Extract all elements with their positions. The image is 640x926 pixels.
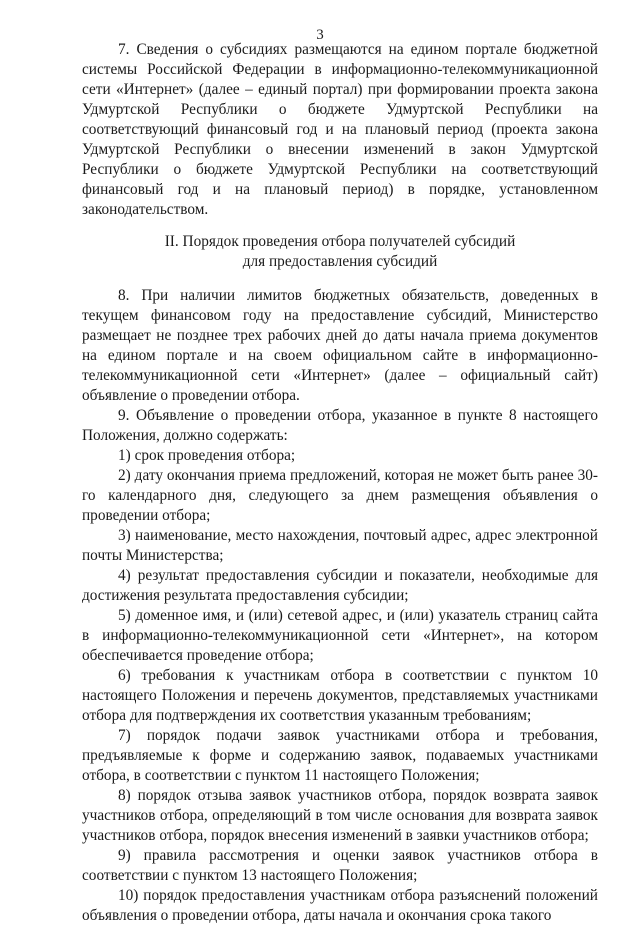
list-item: 1) срок проведения отбора; bbox=[118, 447, 296, 464]
list-item: 7) порядок подачи заявок участниками отбора и требования, предъявляемые к форме и содержанию заявок, подаваемых участниками отбора, в соответствии с пунктом 11 настоящего Положения; bbox=[82, 727, 598, 784]
list-item: 3) наименование, место нахождения, почтовый адрес, адрес электронной почты Министерства; bbox=[82, 527, 598, 564]
section-2-body bbox=[82, 286, 598, 926]
announcement-contents-list bbox=[82, 446, 598, 926]
section-heading-line-2: для предоставления субсидий bbox=[242, 253, 438, 270]
list-item: 2) дату окончания приема предложений, которая не может быть ранее 30-го календарного дня, следующего за днем размещения объявления о проведении отбора; bbox=[82, 467, 598, 524]
list-item: 6) требования к участникам отбора в соответствии с пунктом 10 настоящего Положения и перечень документов, представляемых участниками отбора для подтверждения их соответствия указанным требованиям; bbox=[82, 667, 598, 724]
list-item: 10) порядок предоставления участникам отбора разъяснений положений объявления о проведении отбора, даты начала и окончания срока такого bbox=[82, 887, 598, 924]
page-number: 3 bbox=[316, 27, 324, 43]
paragraph-7: 7. Сведения о субсидиях размещаются на едином портале бюджетной системы Российской Федерации в информационно-телекоммуникационной сети «Интернет» (далее – единый портал) при формировании проекта закона Удмуртской Республики о бюджете Удмуртской Республики на соответствующий финансовый год и на плановый период (проекта закона Удмуртской Республики о внесении изменений в закон Удмуртской Республики о бюджете Удмуртской Республики на соответствующий финансовый год и на плановый период) в порядке, установленном законодательством. bbox=[82, 41, 598, 218]
paragraph-9: 9. Объявление о проведении отбора, указанное в пункте 8 настоящего Положения, должно содержать: bbox=[82, 407, 598, 444]
paragraph-8: 8. При наличии лимитов бюджетных обязательств, доведенных в текущем финансовом году на предоставление субсидий, Министерство размещает не позднее трех рабочих дней до даты начала приема документов на едином портале и на своем официальном сайте в информационно-телекоммуникационной сети «Интернет» (далее – официальный сайт) объявление о проведении отбора. bbox=[82, 287, 598, 404]
list-item: 9) правила рассмотрения и оценки заявок участников отбора в соответствии с пунктом 13 настоящего Положения; bbox=[82, 847, 598, 884]
list-item: 5) доменное имя, и (или) сетевой адрес, и (или) указатель страниц сайта в информационно-телекоммуникационной сети «Интернет», на котором обеспечивается проведение отбора; bbox=[82, 607, 598, 664]
list-item: 8) порядок отзыва заявок участников отбора, порядок возврата заявок участников отбора, определяющий в том числе основания для возврата заявок участников отбора, порядок внесения изменений в заявки участников отбора; bbox=[82, 787, 598, 844]
list-item: 4) результат предоставления субсидии и показатели, необходимые для достижения результата предоставления субсидии; bbox=[82, 567, 598, 604]
section-1-continuation bbox=[82, 40, 598, 220]
section-heading-line-1: II. Порядок проведения отбора получателей субсидий bbox=[164, 233, 516, 250]
section-heading bbox=[82, 232, 598, 272]
